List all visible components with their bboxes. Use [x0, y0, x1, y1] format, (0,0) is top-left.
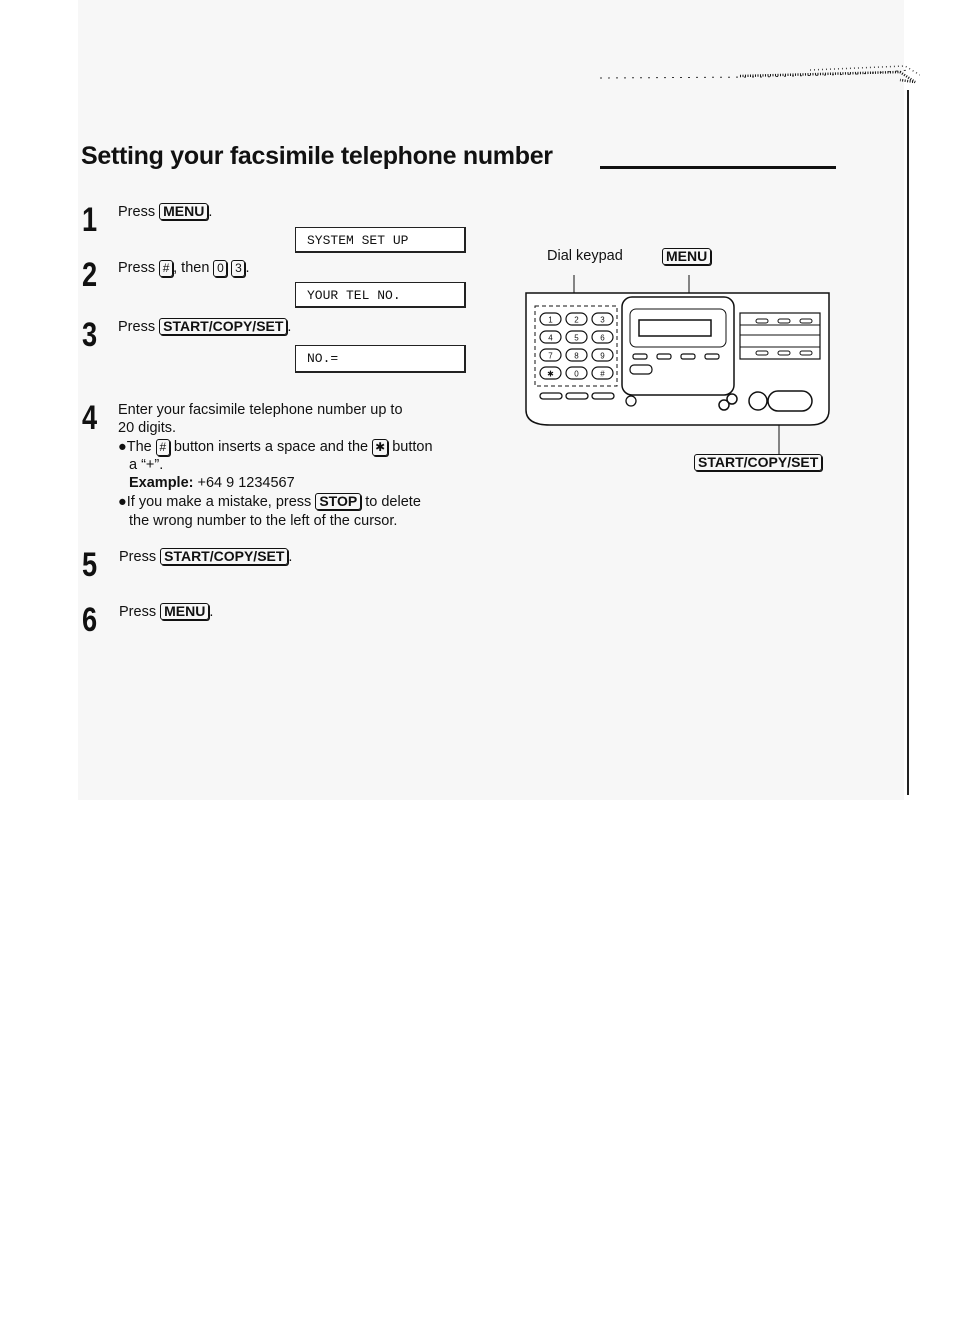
step-2-instruction: Press # , then 0 3 . [118, 260, 250, 276]
bullet-1-mid: button inserts a space and the [173, 439, 369, 455]
bullet-2-post: to delete [365, 494, 421, 510]
menu-key: MENU [160, 603, 209, 620]
step-4-bullet-1-cont: a “+”. [129, 457, 164, 473]
keypad-key-label: ✱ [547, 369, 554, 379]
step-5-instruction: Press START/COPY/SET . [119, 548, 293, 565]
keypad-key-label: 2 [574, 315, 579, 325]
step-4-bullet-2 [118, 493, 421, 511]
keypad-key-label: 5 [574, 333, 579, 343]
step-number-6: 6 [82, 601, 98, 639]
figure-menu-key: MENU [662, 248, 711, 265]
step-5-text: Press [119, 549, 157, 565]
step-4-line-2: 20 digits. [118, 420, 177, 436]
bullet-1-post: button [392, 439, 433, 455]
stop-key: STOP [315, 493, 361, 510]
bullet-2-pre: ●If you make a mistake, press [118, 494, 312, 510]
keypad-key-label: 6 [600, 333, 605, 343]
figure-start-copy-set-key: START/COPY/SET [694, 454, 822, 471]
page-edge-rule [907, 90, 909, 795]
step-number-4: 4 [82, 399, 98, 437]
step-4-bullet-1 [118, 438, 433, 456]
three-key: 3 [231, 260, 245, 277]
keypad-key-label: 1 [548, 315, 553, 325]
step-2-then: , then [173, 260, 210, 276]
step-number-5: 5 [82, 546, 98, 584]
keypad-key-label: 3 [600, 315, 605, 325]
step-4-example [129, 474, 295, 492]
step-2-text: Press [118, 260, 156, 276]
dial-keypad-label: Dial keypad [547, 248, 623, 264]
hash-key: # [159, 260, 173, 277]
step-3-instruction: Press START/COPY/SET . [118, 318, 292, 335]
zero-key: 0 [213, 260, 227, 277]
menu-key: MENU [159, 203, 208, 220]
step-6-instruction: Press MENU . [119, 603, 214, 620]
step-3-text: Press [118, 319, 156, 335]
figure-menu-label [662, 248, 711, 265]
keypad-key-label: # [600, 369, 605, 379]
keypad-key-label: 4 [548, 333, 553, 343]
bullet-1-pre: ●The [118, 439, 152, 455]
star-key: ✱ [372, 439, 388, 456]
step-4-line-1: Enter your facsimile telephone number up to [118, 402, 403, 418]
keypad-key-label: 7 [548, 351, 553, 361]
hash-key: # [156, 439, 170, 456]
start-copy-set-key: START/COPY/SET [160, 548, 288, 565]
step-number-3: 3 [82, 316, 98, 354]
example-value: +64 9 1234567 [197, 475, 295, 491]
step-6-text: Press [119, 604, 157, 620]
fax-machine-illustration [520, 275, 835, 475]
display-system-set-up: SYSTEM SET UP [295, 227, 466, 253]
step-1-text: Press [118, 204, 156, 220]
display-your-tel-no: YOUR TEL NO. [295, 282, 466, 308]
scan-speckle-decoration [560, 30, 920, 100]
keypad-key-label: 0 [574, 369, 579, 379]
step-4-bullet-2-cont: the wrong number to the left of the cursor. [129, 513, 398, 529]
title-underline [600, 166, 836, 169]
page-title: Setting your facsimile telephone number [81, 142, 553, 170]
keypad-key-label: 8 [574, 351, 579, 361]
step-number-1: 1 [82, 201, 98, 239]
display-no-entry: NO.= [295, 345, 466, 373]
step-number-2: 2 [82, 256, 98, 294]
example-label: Example: [129, 475, 194, 491]
step-1-instruction: Press MENU . [118, 203, 213, 220]
keypad-key-label: 9 [600, 351, 605, 361]
start-copy-set-key: START/COPY/SET [159, 318, 287, 335]
